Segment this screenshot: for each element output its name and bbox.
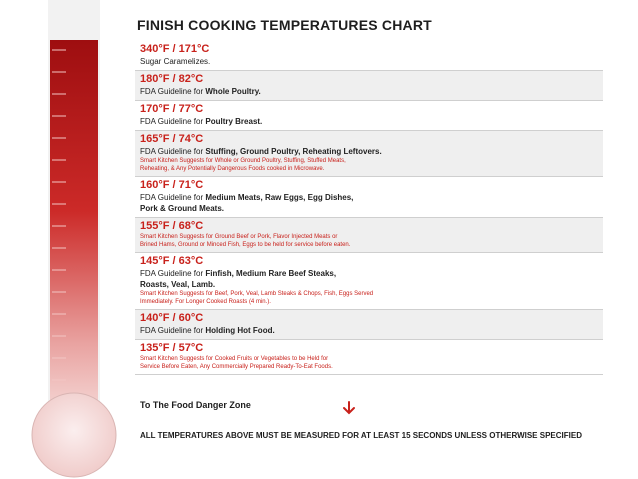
suggestion-note: Smart Kitchen Suggests for Beef, Pork, Veal, Lamb Steaks & Chops, Fish, Eggs Served xyxy=(140,291,374,297)
suggestion-note: Smart Kitchen Suggests for Whole or Ground Poultry, Stuffing, Stuffed Meats, xyxy=(140,158,346,164)
suggestion-note: Immediately. For Longer Cooked Roasts (4 min.). xyxy=(140,299,271,305)
suggestion-note: Smart Kitchen Suggests for Ground Beef or Pork, Flavor Injected Meats or xyxy=(140,234,338,240)
guideline-text: Roasts, Veal, Lamb. xyxy=(140,280,216,289)
temperature-value: 170°F / 77°C xyxy=(140,103,204,115)
temperature-value: 180°F / 82°C xyxy=(140,73,204,85)
guideline-text: FDA Guideline for Poultry Breast. xyxy=(140,117,263,126)
thermometer-icon xyxy=(0,0,120,479)
guideline-text: FDA Guideline for Holding Hot Food. xyxy=(140,326,275,335)
temperature-row xyxy=(135,71,603,101)
temperature-value: 165°F / 74°C xyxy=(140,133,204,145)
temperature-row xyxy=(135,218,603,253)
arrow-down-icon xyxy=(342,401,356,415)
temperature-value: 155°F / 68°C xyxy=(140,220,204,232)
temperature-row xyxy=(135,177,603,218)
temperature-row xyxy=(135,253,603,310)
guideline-text: FDA Guideline for Medium Meats, Raw Eggs, Egg Dishes, xyxy=(140,193,354,202)
guideline-text: Pork & Ground Meats. xyxy=(140,204,225,213)
temperature-row xyxy=(135,340,603,375)
temperature-list xyxy=(135,41,603,375)
guideline-text: FDA Guideline for Whole Poultry. xyxy=(140,87,261,96)
guideline-text: FDA Guideline for Finfish, Medium Rare Beef Steaks, xyxy=(140,269,337,278)
temperature-value: 340°F / 171°C xyxy=(140,43,210,55)
temperature-row xyxy=(135,101,603,131)
temperature-value: 145°F / 63°C xyxy=(140,255,204,267)
suggestion-note: Brined Hams, Ground or Minced Fish, Eggs to be held for service before eaten. xyxy=(140,242,351,248)
suggestion-note: Service Before Eaten, Any Commercially Prepared Ready-To-Eat Foods. xyxy=(140,364,333,370)
footer-note: ALL TEMPERATURES ABOVE MUST BE MEASURED FOR AT LEAST 15 SECONDS UNLESS OTHERWISE SPECIFIED xyxy=(140,431,582,440)
suggestion-note: Reheating, & Any Potentially Dangerous Foods cooked in Microwave. xyxy=(140,166,325,172)
temperature-value: 135°F / 57°C xyxy=(140,342,204,354)
temperature-value: 140°F / 60°C xyxy=(140,312,204,324)
guideline-text: Sugar Caramelizes. xyxy=(140,57,211,66)
temperature-row xyxy=(135,131,603,177)
guideline-text: FDA Guideline for Stuffing, Ground Poultry, Reheating Leftovers. xyxy=(140,147,382,156)
temperature-row xyxy=(135,310,603,340)
danger-zone-label: To The Food Danger Zone xyxy=(140,400,251,410)
temperature-row xyxy=(135,41,603,71)
temperature-value: 160°F / 71°C xyxy=(140,179,204,191)
chart-title: FINISH COOKING TEMPERATURES CHART xyxy=(137,17,432,33)
suggestion-note: Smart Kitchen Suggests for Cooked Fruits or Vegetables to be Held for xyxy=(140,356,329,362)
